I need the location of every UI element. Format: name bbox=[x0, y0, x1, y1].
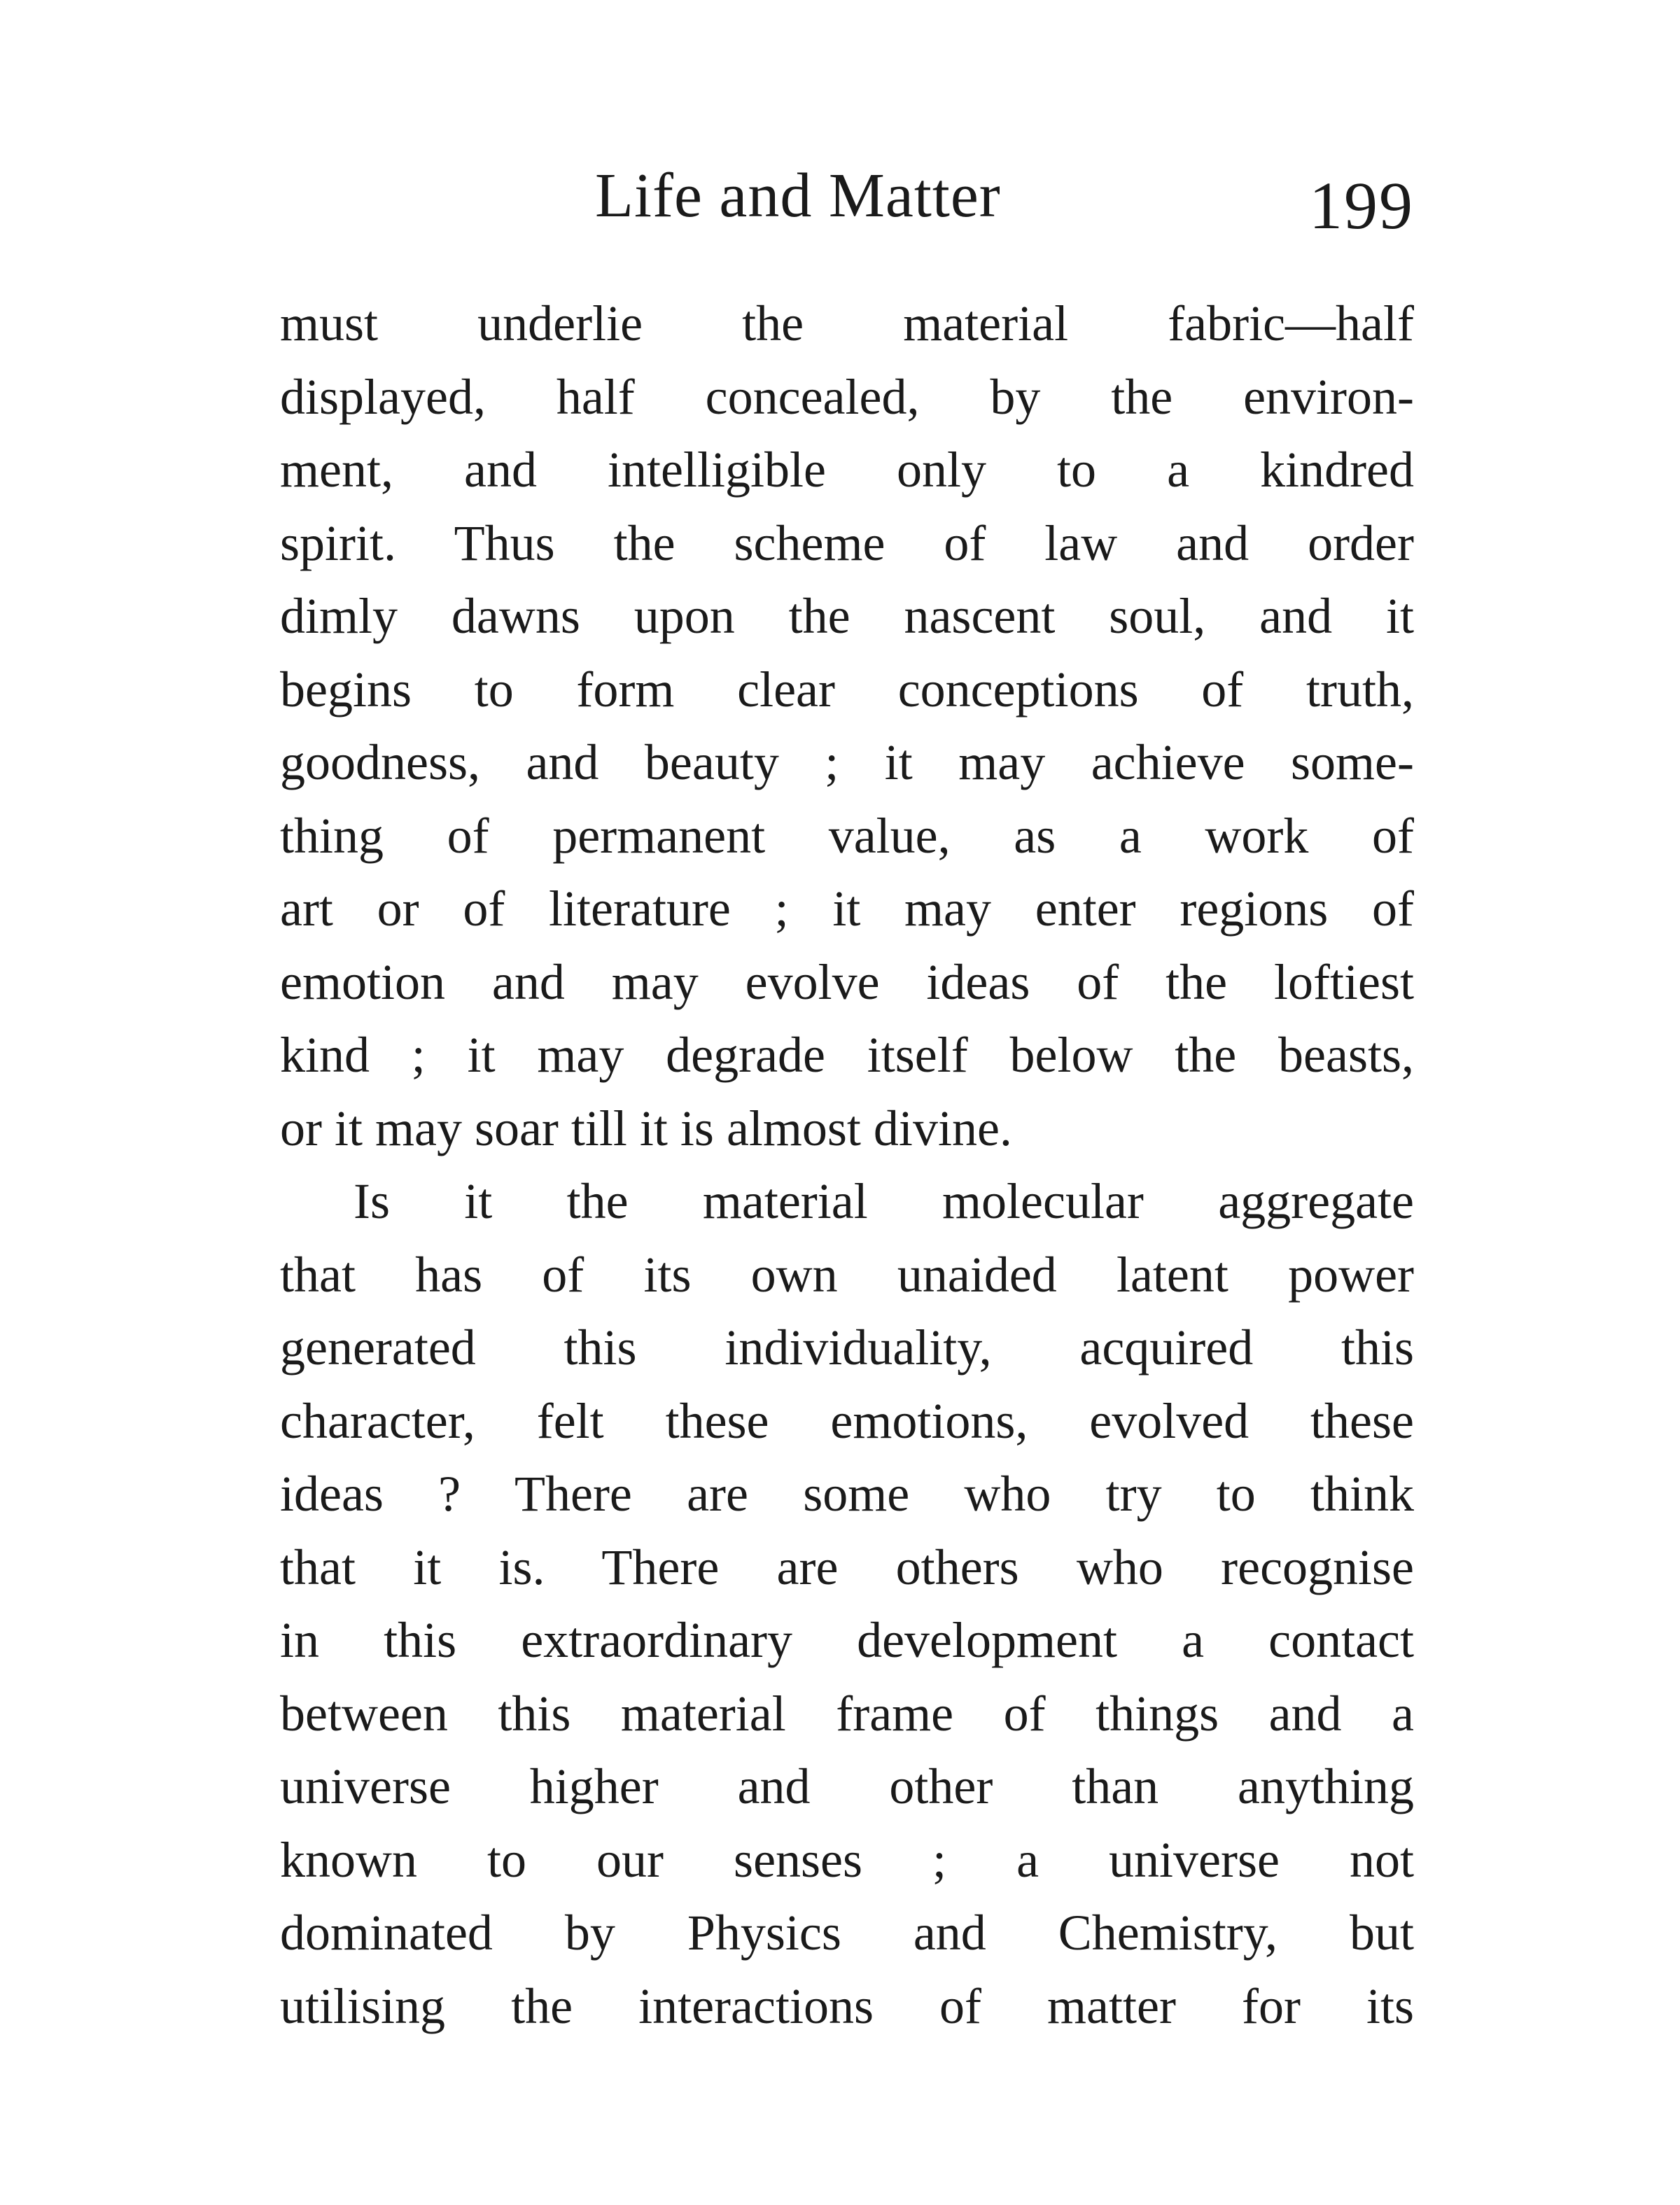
text-line: begins to form clear conceptions of truth, bbox=[280, 661, 1414, 718]
text-line: spirit. Thus the scheme of law and order bbox=[280, 514, 1414, 571]
text-line: utilising the interactions of matter for its bbox=[280, 1977, 1414, 2034]
text-line: that it is. There are others who recognise bbox=[280, 1539, 1414, 1595]
page-number: 199 bbox=[1309, 168, 1414, 243]
text-line: must underlie the material fabric—half bbox=[280, 295, 1414, 351]
text-line: kind ; it may degrade itself below the beasts, bbox=[280, 1027, 1414, 1083]
running-head bbox=[280, 158, 1414, 248]
text-line: character, felt these emotions, evolved these bbox=[280, 1392, 1414, 1449]
text-line: displayed, half concealed, by the environ- bbox=[280, 368, 1414, 425]
text-line: ideas ? There are some who try to think bbox=[280, 1466, 1414, 1522]
text-line: in this extraordinary development a contact bbox=[280, 1612, 1414, 1668]
text-line: that has of its own unaided latent power bbox=[280, 1246, 1414, 1303]
text-line: thing of permanent value, as a work of bbox=[280, 807, 1414, 864]
text-line: universe higher and other than anything bbox=[280, 1758, 1414, 1814]
text-line: emotion and may evolve ideas of the loftiest bbox=[280, 953, 1414, 1010]
text-line: known to our senses ; a universe not bbox=[280, 1831, 1414, 1888]
text-line: between this material frame of things and a bbox=[280, 1685, 1414, 1742]
text-line: or it may soar till it is almost divine. bbox=[280, 1100, 1012, 1156]
text-line: ment, and intelligible only to a kindred bbox=[280, 442, 1414, 498]
paragraph-1 bbox=[280, 287, 1414, 1165]
text-line: generated this individuality, acquired this bbox=[280, 1320, 1414, 1376]
text-line: dimly dawns upon the nascent soul, and it bbox=[280, 588, 1414, 644]
paragraph-2 bbox=[280, 1165, 1414, 2043]
text-line: Is it the material molecular aggregate bbox=[354, 1173, 1414, 1229]
running-title: Life and Matter bbox=[595, 161, 1001, 230]
text-line: goodness, and beauty ; it may achieve some- bbox=[280, 734, 1414, 790]
text-line: art or of literature ; it may enter regions of bbox=[280, 881, 1414, 937]
body-text bbox=[280, 287, 1414, 2043]
text-line: dominated by Physics and Chemistry, but bbox=[280, 1905, 1414, 1961]
